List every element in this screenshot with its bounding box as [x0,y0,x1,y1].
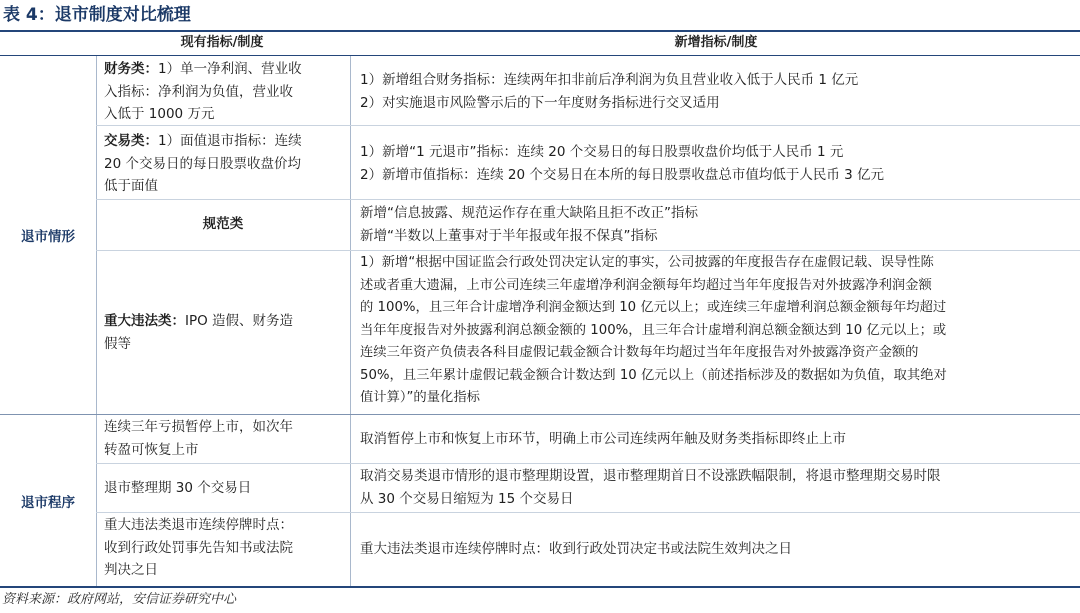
column-divider-group [96,56,97,586]
table-title: 表 4：退市制度对比梳理 [3,5,191,25]
header-rule [0,55,1080,56]
bottom-rule [0,586,1080,588]
header-existing: 现有指标/制度 [180,35,264,50]
column-divider-main [350,56,351,586]
table-row-halt-new: 重大违法类退市连续停牌时点：收到行政处罚决定书或法院生效判决之日 [360,541,792,557]
source-note: 资料来源：政府网站，安信证券研究中心 [2,592,237,607]
table-row-financial-new: 1）新增组合财务指标：连续两年扣非前后净利润为负且营业收入低于人民币 1 亿元 2）对实施退市风险警示后的下一年度财务指标进行交叉适用 [360,72,859,111]
row-label: 财务类： [104,61,158,77]
header-new: 新增指标/制度 [674,35,758,50]
table-row-compliance-new: 新增“信息披露、规范运作存在重大缺陷且拒不改正”指标 新增“半数以上董事对于半年报或年报不保真”指标 [360,205,698,244]
table-row-suspension-new: 取消暂停上市和恢复上市环节，明确上市公司连续两年触及财务类指标即终止上市 [360,431,846,447]
table-row-violation-existing: 重大违法类：IPO 造假、财务造 假等 [104,313,294,352]
row-divider [96,199,1080,200]
table-row-consolidation-new: 取消交易类退市情形的退市整理期设置，退市整理期首日不设涨跌幅限制，将退市整理期交易时限 从 30 个交易日缩短为 15 个交易日 [360,468,941,507]
row-label: 交易类： [104,133,158,149]
table-row-violation-new: 1）新增“根据中国证监会行政处罚决定认定的事实，公司披露的年度报告存在虚假记载、误导性陈 述或者重大遗漏，上市公司连续三年虚增净利润金额每年均超过当年年度报告对外披露净利润金额 的 100%，且三年合计虚增净利润金额达到 10 亿元以上；或连续三年虚增利润总额金额每年均超过 当年年度报告对外披露利润总额金额的 100%，且三年合计虚增利润总额金额达到 10 亿元以上；或 连续三年资产负债表各科目虚假记载金额合计数每年均超过当年年度报告对外披露净资产金额的 50%，且三年累计虚假记载金额合计数达到 10 亿元以上（前述指标涉及的数据如为负值，取其绝对 值计算）”的量化指标 [360,255,947,405]
table-row-trading-existing: 交易类：1）面值退市指标：连续 20 个交易日的每日股票收盘价均 低于面值 [104,133,302,194]
row-label: 重大违法类： [104,313,185,329]
table-row-compliance-existing: 规范类 [202,216,244,232]
table-row-consolidation-existing: 退市整理期 30 个交易日 [104,480,252,496]
row-divider [96,512,1080,513]
row-divider [96,250,1080,251]
group-label-procedures: 退市程序 [21,495,75,511]
row-divider [96,463,1080,464]
table-row-trading-new: 1）新增“1 元退市”指标：连续 20 个交易日的每日股票收盘价均低于人民币 1 元 2）新增市值指标：连续 20 个交易日在本所的每日股票收盘总市值均低于人民币 3 亿元 [360,144,885,183]
group-divider [0,414,1080,415]
table-row-suspension-existing: 连续三年亏损暂停上市，如次年 转盈可恢复上市 [104,419,293,458]
table-row-financial-existing: 财务类：1）单一净利润、营业收 入指标：净利润为负值，营业收 入低于 1000 万元 [104,61,302,122]
table-row-halt-existing: 重大违法类退市连续停牌时点： 收到行政处罚事先告知书或法院 判决之日 [104,517,293,578]
group-label-situations: 退市情形 [21,229,75,245]
